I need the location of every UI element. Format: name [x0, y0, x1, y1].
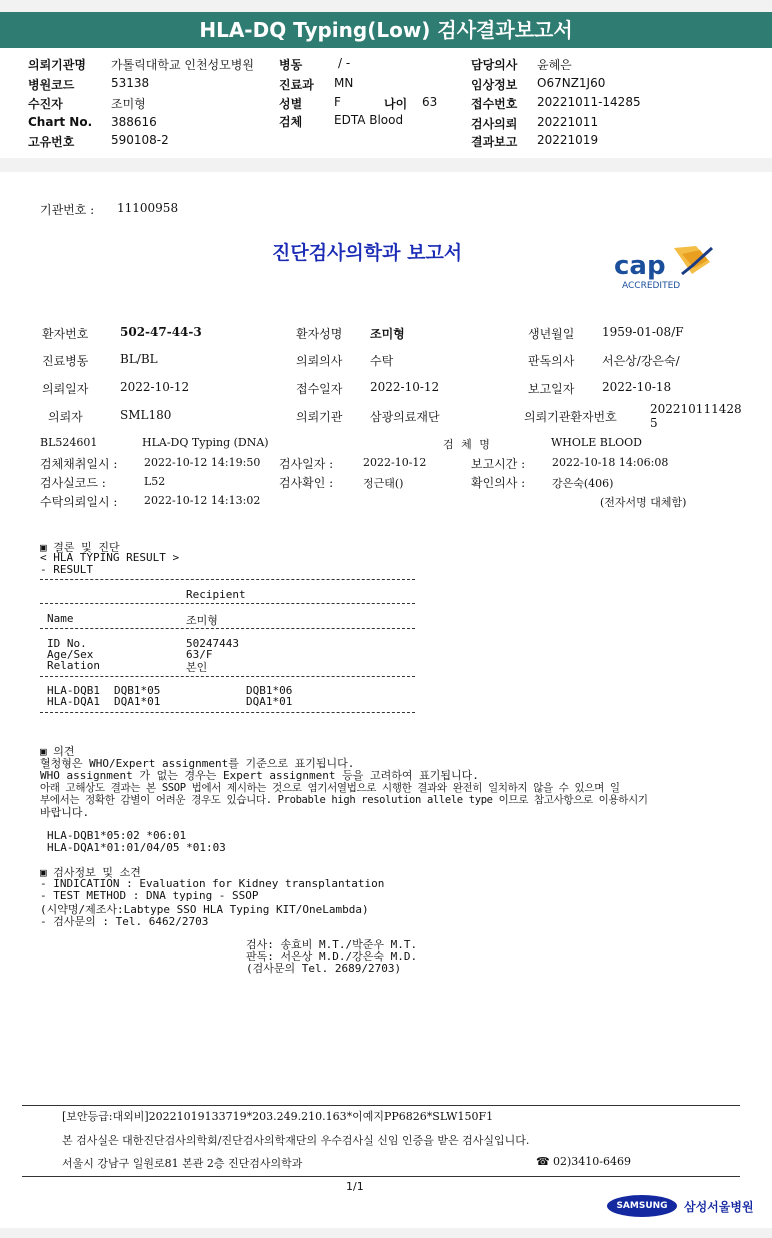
dqb1-allele-2: DQB1*06 [246, 684, 293, 697]
divider [40, 628, 415, 629]
lab-code-value: L52 [144, 475, 166, 488]
testinfo-indication: - INDICATION : Evaluation for Kidney transplantation [40, 877, 385, 890]
dqa1-allele-2: DQA1*01 [246, 695, 293, 708]
report-header-title: HLA-DQ Typing(Low) 검사결과보고서 [199, 18, 573, 42]
info-label-chart-no: Chart No. [28, 115, 93, 129]
patient-value-birth: 1959-01-08/F [602, 325, 684, 339]
info-label-patient: 수진자 [28, 97, 63, 111]
patient-value-name: 조미형 [370, 327, 405, 341]
dqa1-allele-1: DQA1*01 [114, 695, 161, 708]
info-label-result-report: 결과보고 [471, 135, 518, 149]
testinfo-contact: - 검사문의 : Tel. 6462/2703 [40, 915, 209, 928]
patient-value-req-inst: 삼광의료재단 [370, 410, 440, 424]
address-line: 서울시 강남구 일원로81 본관 2층 진단검사의학과 [62, 1157, 303, 1170]
divider [40, 676, 415, 677]
patient-value-recv-date: 2022-10-12 [370, 380, 440, 394]
name-label: Name [47, 612, 74, 625]
collection-time-label: 검체채취일시 : [40, 457, 118, 471]
confirm-doctor-value: 강은숙(406) [552, 477, 614, 490]
lab-code-label: 검사실코드 : [40, 476, 106, 490]
result-label: - RESULT [40, 563, 93, 576]
patient-value-reader: 서은상/강은숙/ [602, 354, 680, 368]
info-label-clinical: 임상정보 [471, 78, 518, 92]
opinion-line-3: 아래 고해상도 결과는 본 SSOP 법에서 제시하는 것으로 염기서열법으로 시행한 결과와 완전히 일치하지 않을 수 있으며 일 [40, 782, 620, 794]
age-sex-value: 63/F [186, 648, 213, 661]
patient-value-ward: BL/BL [120, 352, 158, 366]
institution-number: 11100958 [117, 201, 179, 215]
patient-value-req-doctor: 수탁 [370, 354, 394, 368]
info-label-ward: 병동 [279, 58, 303, 72]
divider [40, 603, 415, 604]
phone-number: 02)3410-6469 [553, 1155, 631, 1168]
testinfo-reagent: (시약명/제조사:Labtype SSO HLA Typing KIT/OneLambda) [40, 903, 369, 916]
info-value-doctor: 윤혜은 [537, 58, 572, 72]
info-value-chart-no: 388616 [111, 115, 157, 129]
cap-logo-icon [612, 244, 716, 292]
info-value-clinical: O67NZ1J60 [537, 76, 606, 90]
info-value-dept: MN [334, 76, 354, 90]
recipient-header: Recipient [186, 588, 246, 601]
sign-contact: (검사문의 Tel. 2689/2703) [246, 962, 402, 975]
footer-top-line [22, 1105, 740, 1106]
name-value: 조미형 [186, 614, 218, 627]
patient-value-inst-patient-no-cont: 5 [650, 416, 658, 430]
cap-accredited-logo [612, 244, 716, 292]
cap-logo-text: cap [614, 251, 666, 281]
consign-time-value: 2022-10-12 14:13:02 [144, 494, 261, 507]
patient-value-req-date: 2022-10-12 [120, 380, 190, 394]
sign-tester: 검사: 송효비 M.T./박준우 M.T. [246, 938, 418, 951]
patient-label-name: 환자성명 [296, 327, 343, 341]
testinfo-heading: ▣ 검사정보 및 소견 [40, 866, 141, 879]
patient-value-report-date: 2022-10-18 [602, 380, 672, 394]
patient-label-ward: 진료병동 [42, 354, 89, 368]
report-document [0, 172, 772, 1228]
testinfo-method: - TEST METHOD : DNA typing - SSOP [40, 889, 259, 902]
opinion-line-1: 혈청형은 WHO/Expert assignment를 기준으로 표기됩니다. [40, 757, 355, 770]
info-value-result-report: 20221019 [537, 133, 599, 147]
report-time-value: 2022-10-18 14:06:08 [552, 456, 669, 469]
confirm-doctor-label: 확인의사 : [471, 476, 526, 490]
info-value-institution: 가톨릭대학교 인천성모병원 [111, 58, 254, 72]
institution-number-label: 기관번호 : [40, 203, 95, 217]
age-sex-label: Age/Sex [47, 648, 94, 661]
report-title: 진단검사의학과 보고서 [272, 242, 463, 264]
info-label-sex: 성별 [279, 97, 303, 111]
page-number: 1/1 [346, 1180, 364, 1193]
patient-label-inst-patient-no: 의뢰기관환자번호 [524, 410, 617, 424]
opinion-line-2: WHO assignment 가 없는 경우는 Expert assignment 등을 고려하여 표기됩니다. [40, 769, 479, 782]
info-label-institution: 의뢰기관명 [28, 58, 86, 72]
dqa1-locus: HLA-DQA1 [47, 695, 100, 708]
specimen-value: WHOLE BLOOD [551, 436, 642, 449]
opinion-heading: ▣ 의견 [40, 745, 75, 758]
id-value: 50247443 [186, 637, 239, 650]
consign-time-label: 수탁의뢰일시 : [40, 495, 118, 509]
patient-value-inst-patient-no: 202210111428 [650, 402, 742, 416]
hr-dqa1: HLA-DQA1*01:01/04/05 *01:03 [47, 841, 226, 854]
info-value-receipt-no: 20221011-14285 [537, 95, 641, 109]
patient-label-requester: 의뢰자 [48, 410, 83, 424]
info-value-specimen: EDTA Blood [334, 113, 404, 127]
certification-line: 본 검사실은 대한진단검사의학회/진단검사의학재단의 우수검사실 신임 인증을 받은 검사실입니다. [62, 1134, 530, 1147]
hr-dqb1: HLA-DQB1*05:02 *06:01 [47, 829, 187, 842]
patient-label-reader: 판독의사 [528, 354, 575, 368]
info-value-sex: F [334, 95, 341, 109]
info-label-hospital-code: 병원코드 [28, 78, 75, 92]
id-label: ID No. [47, 637, 87, 650]
info-label-specimen: 검체 [279, 115, 303, 129]
info-value-unique-no: 590108-2 [111, 133, 169, 147]
divider [40, 712, 415, 713]
dqb1-locus: HLA-DQB1 [47, 684, 100, 697]
patient-label-report-date: 보고일자 [528, 382, 575, 396]
test-date-value: 2022-10-12 [363, 456, 427, 469]
collection-time-value: 2022-10-12 14:19:50 [144, 456, 261, 469]
samsung-logo-text: SAMSUNG [616, 1201, 668, 1211]
patient-value-requester: SML180 [120, 408, 172, 422]
dqb1-allele-1: DQB1*05 [114, 684, 161, 697]
test-name: HLA-DQ Typing (DNA) [142, 436, 269, 449]
sign-reader: 판독: 서은상 M.D./강은숙 M.D. [246, 950, 418, 963]
patient-info-panel [0, 48, 772, 158]
opinion-line-4: 부에서는 정확한 감별이 어려운 경우도 있습니다. Probable high resolution allele type 이므로 참고사항으로 이용하시기 [40, 794, 648, 806]
patient-label-req-doctor: 의뢰의사 [296, 354, 343, 368]
patient-value-number: 502-47-44-3 [120, 325, 202, 339]
specimen-label: 검 체 명 [443, 438, 492, 451]
test-code: BL524601 [40, 436, 98, 449]
info-value-patient: 조미형 [111, 97, 146, 111]
result-subheading: < HLA TYPING RESULT > [40, 551, 180, 564]
divider [40, 579, 415, 580]
info-value-request: 20221011 [537, 115, 599, 129]
info-label-age: 나이 [384, 97, 408, 111]
result-heading: ▣ 결론 및 진단 [40, 541, 120, 554]
patient-label-req-inst: 의뢰기관 [296, 410, 343, 424]
cap-accredited-text: ACCREDITED [622, 281, 681, 291]
info-label-request: 검사의뢰 [471, 117, 518, 131]
test-confirm-value: 정근태() [363, 477, 404, 490]
footer-bottom-line [22, 1176, 740, 1177]
relation-value: 본인 [186, 661, 208, 674]
relation-label: Relation [47, 659, 100, 672]
info-value-ward: / - [338, 56, 351, 70]
report-header [0, 12, 772, 48]
patient-label-birth: 생년월일 [528, 327, 575, 341]
test-date-label: 검사일자 : [279, 457, 334, 471]
info-label-doctor: 담당의사 [471, 58, 518, 72]
test-confirm-label: 검사확인 : [279, 476, 334, 490]
info-label-dept: 진료과 [279, 78, 314, 92]
opinion-line-5: 바랍니다. [40, 806, 90, 819]
esign-note: (전자서명 대체함) [600, 496, 687, 509]
patient-label-number: 환자번호 [42, 327, 89, 341]
info-value-hospital-code: 53138 [111, 76, 150, 90]
info-label-receipt-no: 접수번호 [471, 97, 518, 111]
patient-label-recv-date: 접수일자 [296, 382, 343, 396]
phone-icon: ☎ [536, 1155, 550, 1168]
patient-label-req-date: 의뢰일자 [42, 382, 89, 396]
security-line: [보안등급:대외비]20221019133719*203.249.210.163*이예지PP6826*SLW150F1 [62, 1110, 494, 1123]
hospital-name: 삼성서울병원 [684, 1200, 754, 1214]
report-time-label: 보고시간 : [471, 457, 526, 471]
info-value-age: 63 [422, 95, 438, 109]
samsung-logo [607, 1195, 677, 1217]
info-label-unique-no: 고유번호 [28, 135, 75, 149]
